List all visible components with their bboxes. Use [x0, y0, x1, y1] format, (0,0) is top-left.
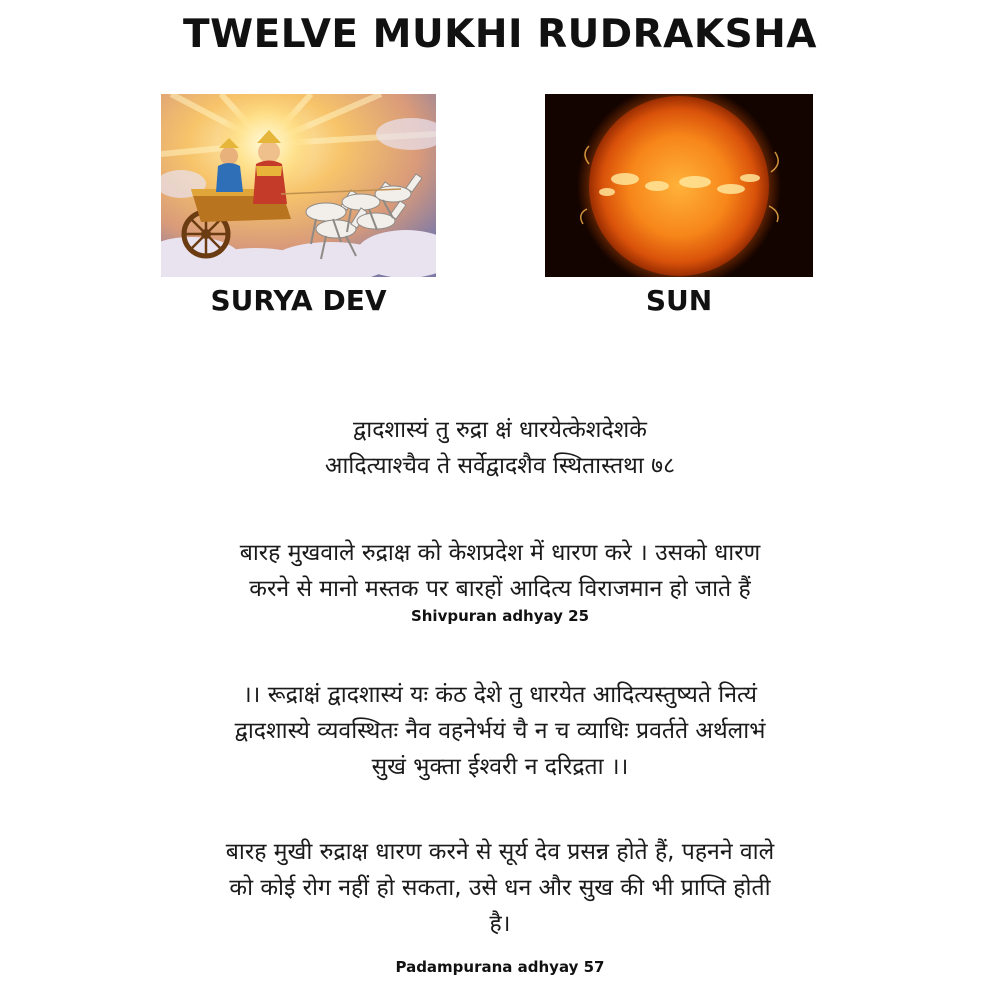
caption-surya-dev: SURYA DEV	[210, 284, 387, 317]
meaning-line: करने से मानो मस्तक पर बारहों आदित्य विराजमान हो जाते हैं	[249, 576, 751, 602]
source-padampurana: Padampurana adhyay 57	[395, 958, 605, 976]
surya-dev-chariot-illustration	[161, 94, 436, 277]
caption-sun: SUN	[645, 284, 713, 317]
sanskrit-verse-padampurana	[150, 677, 850, 785]
verse-line: ।। रूद्राक्षं द्वादशास्यं यः कंठ देशे तु धारयेत आदित्यस्तुष्यते नित्यं	[242, 682, 758, 708]
verse-line: द्वादशास्ये व्यवस्थितः नैव वहनेर्भयं चै न च व्याधिः प्रवर्तते अर्थलाभं	[234, 718, 766, 744]
meaning-line: को कोई रोग नहीं हो सकता, उसे धन और सुख की भी प्राप्ति होती	[229, 875, 771, 901]
hindi-meaning-padampurana	[150, 834, 850, 942]
verse-line: आदित्याश्चैव ते सर्वेद्वादशैव स्थितास्तथा ७८	[324, 453, 676, 479]
source-shivpuran: Shivpuran adhyay 25	[410, 607, 590, 625]
hindi-meaning-shivpuran	[150, 535, 850, 607]
sun-photo	[545, 94, 813, 277]
sanskrit-verse-shivpuran	[150, 412, 850, 484]
sun-image	[545, 94, 813, 277]
verse-line: द्वादशास्यं तु रुद्रा क्षं धारयेत्केशदेशके	[353, 417, 647, 443]
meaning-line: बारह मुखवाले रुद्राक्ष को केशप्रदेश में धारण करे । उसको धारण	[239, 540, 761, 566]
verse-line: सुखं भुक्ता ईश्वरी न दरिद्रता ।।	[371, 754, 629, 780]
meaning-line: बारह मुखी रुद्राक्ष धारण करने से सूर्य देव प्रसन्न होते हैं, पहनने वाले	[225, 839, 775, 865]
page-title: TWELVE MUKHI RUDRAKSHA	[183, 12, 817, 57]
meaning-line: है।	[489, 911, 511, 937]
surya-dev-image	[161, 94, 436, 277]
